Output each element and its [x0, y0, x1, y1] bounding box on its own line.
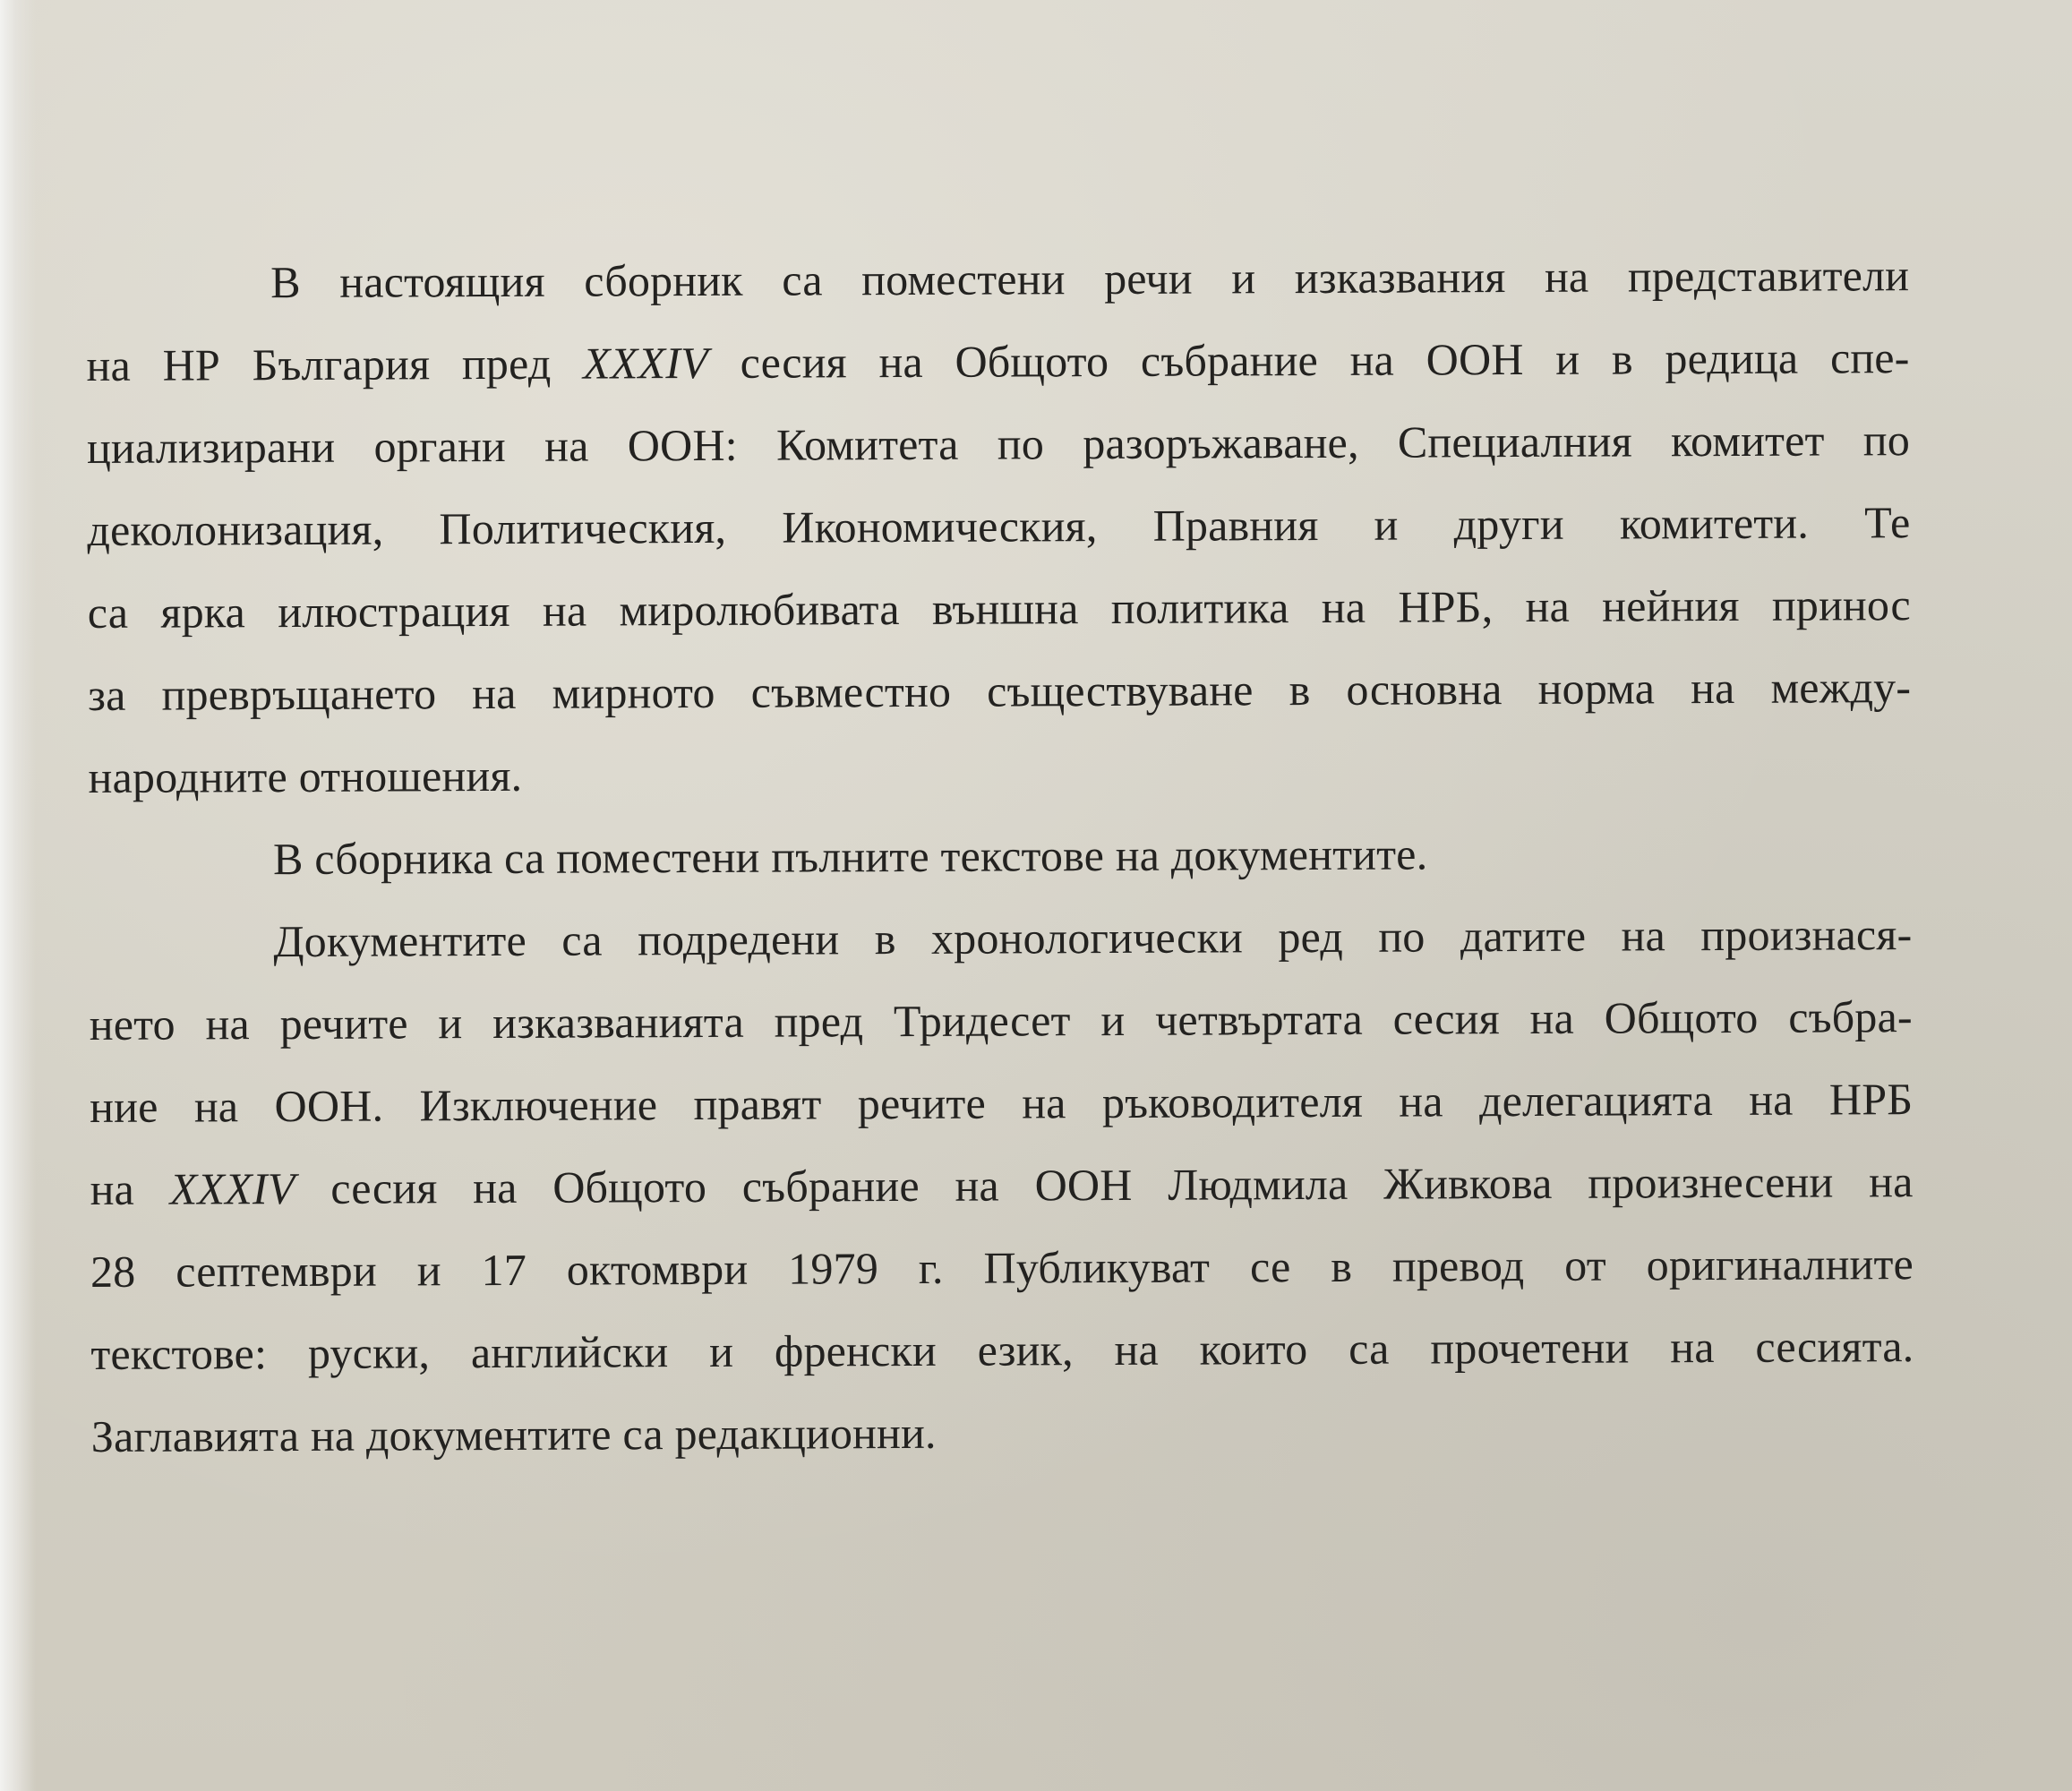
text-line: деколонизация, Политическия, Икономическия, Правния и други комитети. Те [87, 497, 1911, 555]
text-line: на XXXIV сесия на Общото събрание на ООН Людмила Живкова произнесени на [90, 1156, 1914, 1214]
text-line: В сборника са поместени пълните текстове на документите. [272, 828, 1428, 885]
text-line: народните отношения. [88, 750, 523, 802]
preface-text [86, 234, 1914, 1478]
text-line: са ярка илюстрация на миролюбивата външна политика на НРБ, на нейния принос [87, 579, 1911, 638]
session-number-italic: XXXIV [169, 1162, 295, 1214]
text-line: за превръщането на мирното съвместно съществуване в основна норма на между- [88, 662, 1912, 720]
text-line: 28 септември и 17 октомври 1979 г. Публикуват се в превод от оригиналните [90, 1238, 1914, 1297]
text-line: Документите са подредени в хронологически ред по датите на произнася- [273, 909, 1913, 967]
text-line: ние на ООН. Изключение правят речите на ръководителя на делегацията на НРБ [90, 1074, 1914, 1132]
text-line: циализирани органи на ООН: Комитета по разоръжаване, Специалния комитет по [86, 415, 1911, 473]
text-line: на НР България пред XXXIV сесия на Общото събрание на ООН и в редица спе- [86, 332, 1910, 390]
session-number-italic: XXXIV [582, 337, 709, 389]
text-line: Заглавията на документите са редакционни. [90, 1407, 937, 1461]
text-line: текстове: руски, английски и френски език, на които са прочетени на сесията. [90, 1321, 1914, 1379]
text-line: нето на речите и изказванията пред Тридесет и четвъртата сесия на Общото събра- [89, 991, 1913, 1050]
page-edge-shadow [0, 0, 36, 1791]
text-line: В настоящия сборник са поместени речи и изказвания на представители [270, 250, 1910, 308]
